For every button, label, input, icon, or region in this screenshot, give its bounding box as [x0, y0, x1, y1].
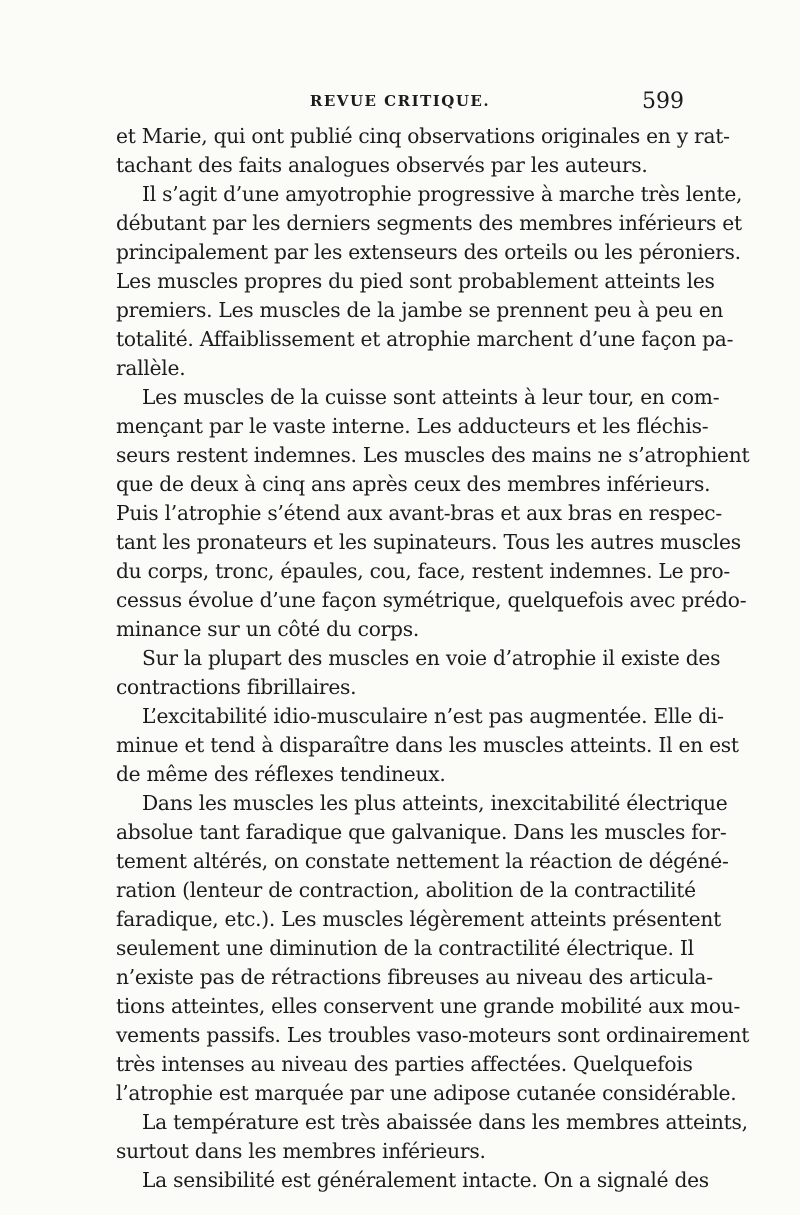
text-line: contractions fibrillaires. — [116, 675, 357, 699]
text-line: La sensibilité est généralement intacte. On a signalé des — [142, 1168, 709, 1192]
text-line: de même des réflexes tendineux. — [116, 762, 446, 786]
text-line: tant les pronateurs et les supinateurs. Tous les autres muscles — [116, 530, 741, 554]
text-line: absolue tant faradique que galvanique. Dans les muscles for- — [116, 820, 727, 844]
text-line: totalité. Affaiblissement et atrophie marchent d’une façon pa- — [116, 327, 734, 351]
page-number: 599 — [642, 89, 684, 114]
text-line: du corps, tronc, épaules, cou, face, restent indemnes. Le pro- — [116, 559, 730, 583]
text-line: Les muscles propres du pied sont probablement atteints les — [116, 269, 715, 293]
text-line: minance sur un côté du corps. — [116, 617, 419, 641]
text-line: débutant par les derniers segments des membres inférieurs et — [116, 211, 742, 235]
text-line: tement altérés, on constate nettement la réaction de dégéné- — [116, 849, 729, 873]
body-text — [116, 122, 750, 1195]
text-line: faradique, etc.). Les muscles légèrement atteints présentent — [116, 907, 721, 931]
text-line: Dans les muscles les plus atteints, inexcitabilité électrique — [142, 791, 728, 815]
text-line: et Marie, qui ont publié cinq observations originales en y rat- — [116, 124, 730, 148]
text-line: premiers. Les muscles de la jambe se prennent peu à peu en — [116, 298, 724, 322]
text-line: seulement une diminution de la contractilité électrique. Il — [116, 936, 694, 960]
text-line: principalement par les extenseurs des orteils ou les péroniers. — [116, 240, 741, 264]
text-line: seurs restent indemnes. Les muscles des mains ne s’atrophient — [116, 443, 750, 467]
text-line: cessus évolue d’une façon symétrique, quelquefois avec prédo- — [116, 588, 747, 612]
text-line: l’atrophie est marquée par une adipose cutanée considérable. — [116, 1081, 737, 1105]
text-line: très intenses au niveau des parties affectées. Quelquefois — [116, 1052, 693, 1076]
page-header — [116, 89, 684, 122]
text-line: que de deux à cinq ans après ceux des membres inférieurs. — [116, 472, 711, 496]
text-line: n’existe pas de rétractions fibreuses au niveau des articula- — [116, 965, 713, 989]
text-line: Puis l’atrophie s’étend aux avant-bras et aux bras en respec- — [116, 501, 722, 525]
text-line: Les muscles de la cuisse sont atteints à leur tour, en com- — [142, 385, 720, 409]
text-line: Il s’agit d’une amyotrophie progressive à marche très lente, — [142, 182, 743, 206]
text-line: ration (lenteur de contraction, abolition de la contractilité — [116, 878, 696, 902]
text-line: tachant des faits analogues observés par les auteurs. — [116, 153, 648, 177]
text-line: L’excitabilité idio-musculaire n’est pas augmentée. Elle di- — [142, 704, 724, 728]
text-line: mençant par le vaste interne. Les adducteurs et les fléchis- — [116, 414, 709, 438]
text-line: La température est très abaissée dans les membres atteints, — [142, 1110, 748, 1134]
text-line: Sur la plupart des muscles en voie d’atrophie il existe des — [142, 646, 721, 670]
text-line: tions atteintes, elles conservent une grande mobilité aux mou- — [116, 994, 741, 1018]
text-line: minue et tend à disparaître dans les muscles atteints. Il en est — [116, 733, 739, 757]
text-line: rallèle. — [116, 356, 186, 380]
text-line: surtout dans les membres inférieurs. — [116, 1139, 486, 1163]
text-line: vements passifs. Les troubles vaso-moteurs sont ordinairement — [116, 1023, 750, 1047]
running-title: REVUE CRITIQUE. — [309, 92, 491, 110]
